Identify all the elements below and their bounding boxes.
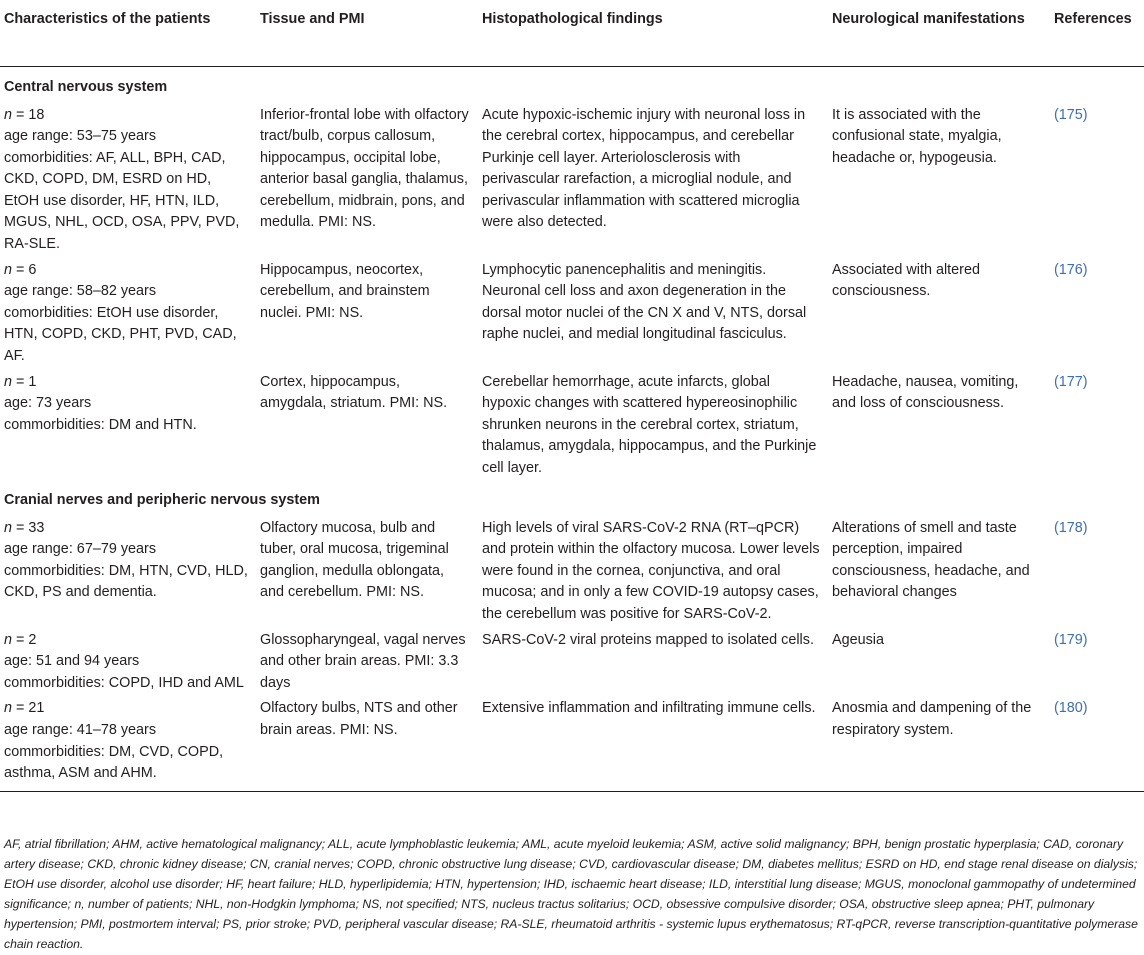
n-label: n (4, 373, 13, 390)
reference-link[interactable]: (176) (1054, 261, 1088, 278)
patient-count (4, 105, 248, 127)
patients-cell (0, 101, 256, 256)
patient-count (4, 518, 248, 540)
neuro-cell: Ageusia (832, 631, 885, 648)
section-title: Cranial nerves and peripheric nervous system (4, 491, 320, 508)
patients-cell (0, 626, 256, 695)
table-footnote: AF, atrial fibrillation; AHM, active hematological malignancy; ALL, acute lymphoblastic leukemia; AML, acute myeloid leukemia; ASM, active solid malignancy; BPH, benign prostatic hyperplasia; CAD, coronary artery disease; CKD, chronic kidney disease; CN, cranial nerves; COPD, chronic obstructive lung disease; CVD, cardiovascular disease; DM, diabetes mellitus; ESRD on HD, end stage renal disease on dialysis; EtOH use disorder, alcohol use disorder; HF, heart failure; HLD, hyperlipidemia; HTN, hypertension; IHD, ischaemic heart disease; ILD, interstitial lung disease; MGUS, monoclonal gammopathy of undetermined significance; n, number of patients; NHL, non-Hodgkin lymphoma; NS, not specified; NTS, nucleus tractus solitarius; OCD, obsessive compulsive disorder; OSA, obstructive sleep apnea; PHT, pulmonary hypertension; PMI, postmortem interval; PS, prior stroke; PVD, peripheral vascular disease; RA-SLE, rheumatoid arthritis - systemic lupus erythematosus; RT-qPCR, reverse transcription-quantitative polymerase chain reaction. (4, 837, 1138, 951)
age-text: age range: 58–82 years (4, 283, 157, 300)
header-histopathology: Histopathological findings (478, 0, 828, 66)
neuro-cell: Alterations of smell and taste perception, impaired consciousness, headache, and behavioral changes (832, 519, 1030, 601)
comorbidities-text: commorbidities: DM, CVD, COPD, asthma, ASM and AHM. (4, 743, 224, 782)
histo-cell: Acute hypoxic-ischemic injury with neuronal loss in the cerebral cortex, hippocampus, and cerebellar Purkinje cell layer. Arteriolosclerosis with perivascular rarefaction, a microglial nodule, and perivascular inflammation with scattered microglia were also detected. (482, 106, 806, 231)
reference-link[interactable]: (178) (1054, 519, 1088, 536)
comorbidities-text: comorbidities: AF, ALL, BPH, CAD, CKD, COPD, DM, ESRD on HD, EtOH use disorder, HF, HTN, ILD, MGUS, NHL, OCD, OSA, PPV, PVD, RA-SLE. (4, 149, 240, 253)
n-value: = 1 (12, 373, 37, 390)
header-neurological: Neurological manifestations (828, 0, 1050, 66)
n-label: n (4, 261, 13, 278)
table-row (0, 514, 1144, 626)
n-label: n (4, 631, 13, 648)
tissue-cell: Inferior-frontal lobe with olfactory tract/bulb, corpus callosum, hippocampus, occipital lobe, anterior basal ganglia, thalamus, cerebellum, midbrain, pons, and medulla. PMI: NS. (260, 106, 469, 231)
comorbidities-text: commorbidities: COPD, IHD and AML (4, 674, 244, 691)
table-row (0, 694, 1144, 791)
histo-cell: Extensive inflammation and infiltrating immune cells. (478, 694, 828, 791)
neuro-cell: It is associated with the confusional state, myalgia, headache or, hypogeusia. (832, 106, 1002, 166)
age-text: age range: 41–78 years (4, 721, 157, 738)
reference-link[interactable]: (177) (1054, 373, 1088, 390)
comorbidities-text: commorbidities: DM, HTN, CVD, HLD, CKD, PS and dementia. (4, 562, 248, 601)
neuro-cell: Headache, nausea, vomiting, and loss of consciousness. (832, 373, 1019, 412)
patient-count (4, 630, 248, 652)
table-header-row (0, 0, 1144, 66)
table-row (0, 101, 1144, 256)
age-text: age range: 53–75 years (4, 128, 157, 145)
n-value: = 6 (12, 261, 37, 278)
n-label: n (4, 700, 13, 717)
table-row (0, 368, 1144, 480)
header-characteristics: Characteristics of the patients (0, 0, 256, 66)
n-value: = 18 (12, 106, 45, 123)
table-row (0, 256, 1144, 368)
histo-cell: Cerebellar hemorrhage, acute infarcts, global hypoxic changes with scattered hypereosinophilic shrunken neurons in the cerebral cortex, striatum, thalamus, amygdala, hippocampus, and the Purkinje cell layer. (482, 373, 817, 476)
reference-link[interactable]: (180) (1050, 694, 1144, 791)
n-value: = 21 (12, 700, 45, 717)
reference-link[interactable]: (175) (1054, 106, 1088, 123)
histo-cell: SARS-CoV-2 viral proteins mapped to isolated cells. (482, 631, 814, 648)
header-references: References (1050, 0, 1144, 66)
age-text: age: 73 years (4, 395, 92, 412)
patients-cell (0, 514, 256, 626)
tissue-cell: Cortex, hippocampus, amygdala, striatum. PMI: NS. (260, 373, 448, 412)
n-label: n (4, 106, 13, 123)
table-row (0, 626, 1144, 695)
section-row-cranial-nerves (0, 480, 1144, 514)
n-value: = 33 (12, 519, 45, 536)
comorbidities-text: commorbidities: DM and HTN. (4, 416, 197, 433)
n-label: n (4, 519, 13, 536)
patients-cell (0, 694, 256, 791)
n-value: = 2 (12, 631, 37, 648)
tissue-cell: Olfactory mucosa, bulb and tuber, oral mucosa, trigeminal ganglion, medulla oblongata, and cerebellum. PMI: NS. (260, 519, 449, 601)
neuro-cell: Anosmia and dampening of the respiratory system. (828, 694, 1050, 791)
reference-link[interactable]: (179) (1054, 631, 1088, 648)
histo-cell: Lymphocytic panencephalitis and meningitis. Neuronal cell loss and axon degeneration in the dorsal motor nuclei of the CN X and V, NTS, dorsal raphe nuclei, and medial longitudinal fasciculus. (482, 261, 807, 343)
section-row-cns (0, 66, 1144, 101)
age-text: age range: 67–79 years (4, 541, 157, 558)
header-tissue: Tissue and PMI (256, 0, 478, 66)
patients-cell (0, 368, 256, 480)
tissue-cell: Hippocampus, neocortex, cerebellum, and brainstem nuclei. PMI: NS. (260, 261, 430, 321)
tissue-cell: Glossopharyngeal, vagal nerves and other brain areas. PMI: 3.3 days (260, 631, 466, 691)
patient-count (4, 698, 248, 720)
patient-count (4, 372, 248, 394)
neuro-cell: Associated with altered consciousness. (832, 261, 980, 300)
section-title: Central nervous system (4, 78, 168, 95)
age-text: age: 51 and 94 years (4, 653, 140, 670)
histo-cell: High levels of viral SARS-CoV-2 RNA (RT–qPCR) and protein within the olfactory mucosa. Lower levels were found in the cornea, conjunctiva, and oral mucosa; and in only a few COVID-19 autopsy cases, the cerebellum was positive for SARS-CoV-2. (482, 519, 820, 622)
patient-count (4, 260, 248, 282)
comorbidities-text: comorbidities: EtOH use disorder, HTN, COPD, CKD, PHT, PVD, CAD, AF. (4, 304, 237, 365)
tissue-cell: Olfactory bulbs, NTS and other brain areas. PMI: NS. (256, 694, 478, 791)
patients-cell (0, 256, 256, 368)
